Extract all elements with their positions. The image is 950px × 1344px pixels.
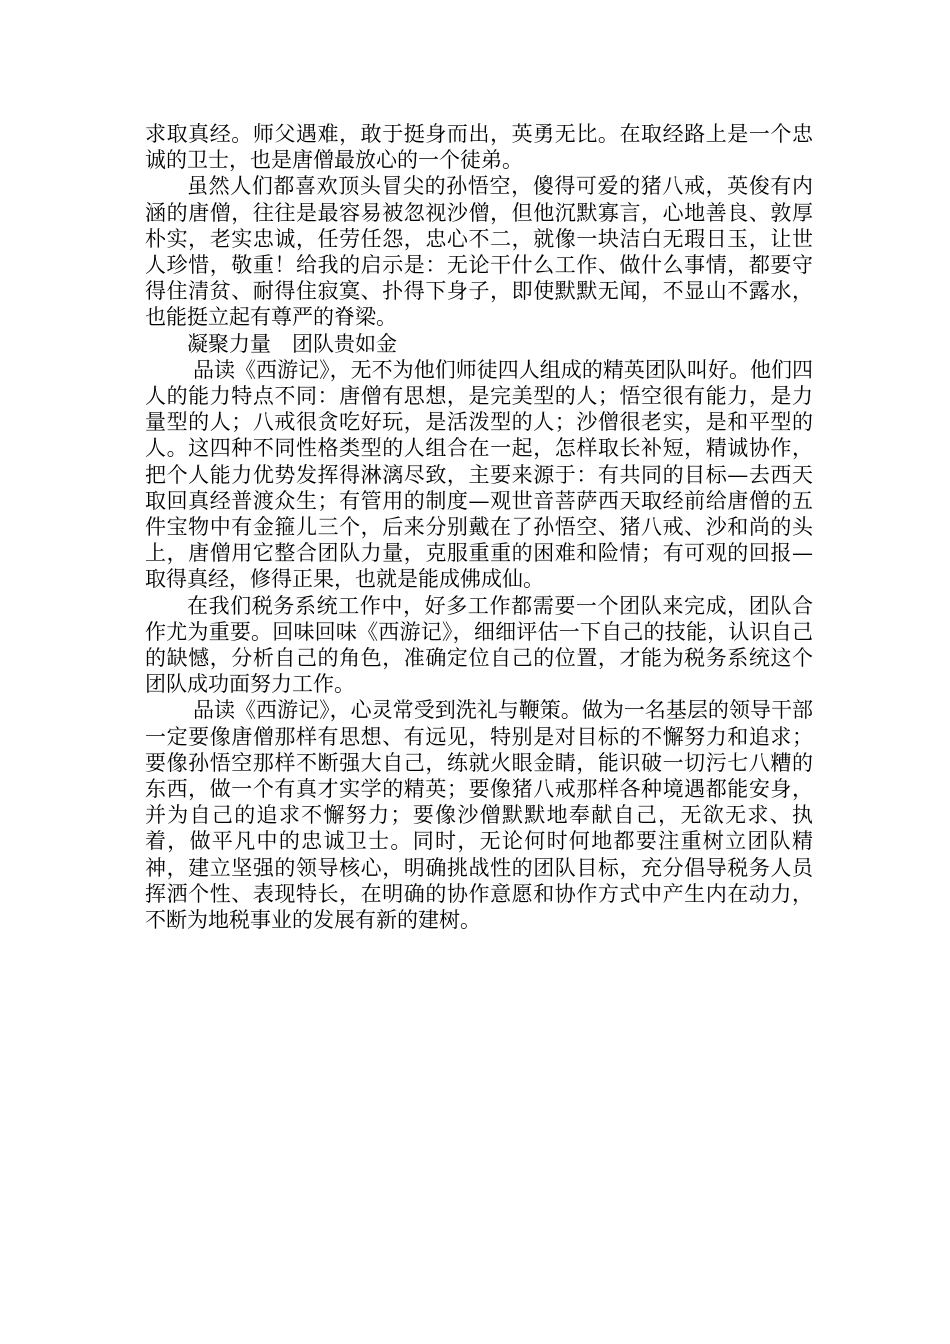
paragraph-2: 虽然人们都喜欢顶头冒尖的孙悟空，傻得可爱的猪八戒，英俊有内涵的唐僧，往往是最容易被忽视沙僧，但他沉默寡言，心地善良、敦厚朴实，老实忠诚，任劳任怨，忠心不二，就像一块洁白无瑕日玉，让世人珍惜，敬重！给我的启示是：无论干什么工作、做什么事情，都要守得住清贫、耐得住寂寞、扑得下身子，即使默默无闻，不显山不露水，也能挺立起有尊严的脊梁。 — [145, 174, 813, 330]
paragraph-1: 求取真经。师父遇难，敢于挺身而出，英勇无比。在取经路上是一个忠诚的卫士，也是唐僧最放心的一个徒弟。 — [145, 122, 813, 173]
paragraph-4: 在我们税务系统工作中，好多工作都需要一个团队来完成，团队合作尤为重要。回味回味《西游记》，细细评估一下自己的技能，认识自己的缺憾，分析自己的角色，准确定位自己的位置，才能为税务系统这个团队成功面努力工作。 — [145, 593, 813, 697]
document-body — [145, 121, 813, 933]
paragraph-5: 品读《西游记》，心灵常受到洗礼与鞭策。做为一名基层的领导干部一定要像唐僧那样有思想、有远见，特别是对目标的不懈努力和追求；要像孙悟空那样不断强大自己，练就火眼金睛，能识破一切污七八糟的东西，做一个有真才实学的精英；要像猪八戒那样各种境遇都能安身，并为自己的追求不懈努力；要像沙僧默默地奉献自己，无欲无求、执着，做平凡中的忠诚卫士。同时，无论何时何地都要注重树立团队精神，建立坚强的领导核心，明确挑战性的团队目标，充分倡导税务人员挥洒个性、表现特长，在明确的协作意愿和协作方式中产生内在动力，不断为地税事业的发展有新的建树。 — [145, 698, 813, 933]
paragraph-3: 品读《西游记》，无不为他们师徒四人组成的精英团队叫好。他们四人的能力特点不同：唐僧有思想，是完美型的人；悟空很有能力，是力量型的人；八戒很贪吃好玩，是活泼型的人；沙僧很老实，是和平型的人。这四种不同性格类型的人组合在一起，怎样取长补短，精诚协作，把个人能力优势发挥得淋漓尽致，主要来源于：有共同的目标—去西天取回真经普渡众生；有管用的制度—观世音菩萨西天取经前给唐僧的五件宝物中有金箍儿三个，后来分别戴在了孙悟空、猪八戒、沙和尚的头上，唐僧用它整合团队力量，克服重重的困难和险情；有可观的回报—取得真经，修得正果，也就是能成佛成仙。 — [145, 357, 813, 592]
section-heading: 凝聚力量 团队贵如金 — [187, 331, 397, 356]
